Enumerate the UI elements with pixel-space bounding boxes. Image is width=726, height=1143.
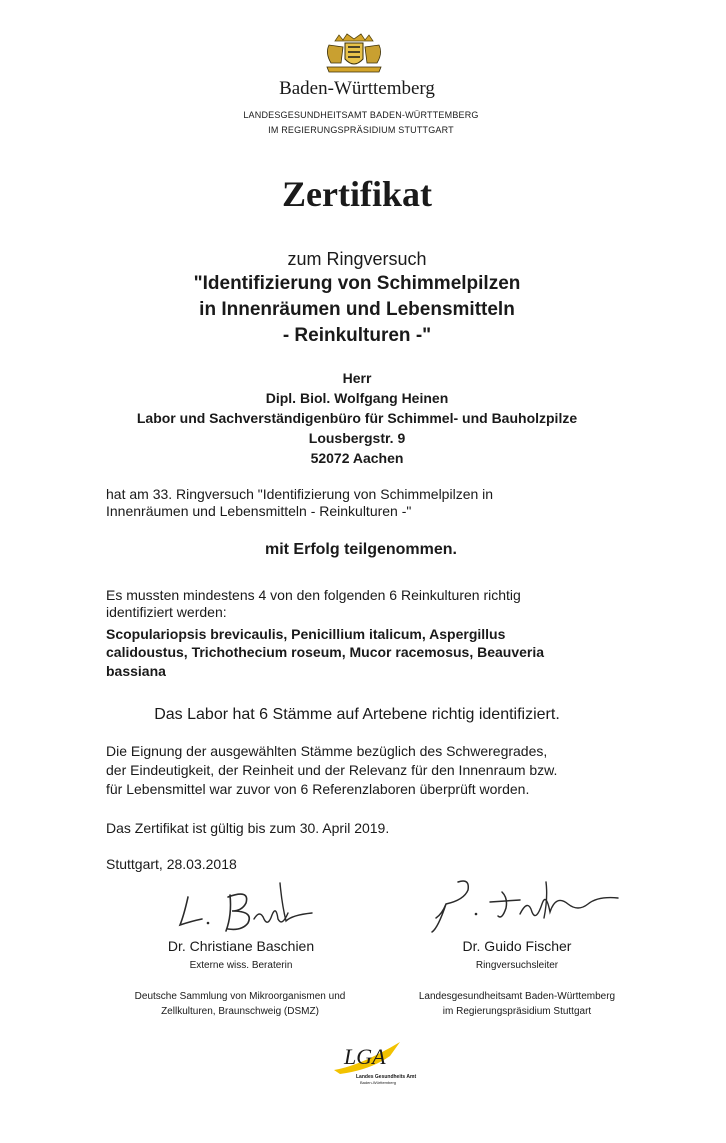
organisms-line-2: calidoustus, Trichothecium roseum, Mucor racemosus, Beauveria (106, 644, 545, 660)
signatory-left-affiliation-1: Deutsche Sammlung von Mikroorganismen und (134, 991, 346, 1002)
subject-line-3: - Reinkulturen -" (282, 325, 432, 346)
subject-line-2: in Innenräumen und Lebensmitteln (199, 299, 515, 320)
signatory-left-affiliation-2: Zellkulturen, Braunschweig (DSMZ) (161, 1006, 319, 1017)
lga-caption-1: Landes Gesundheits Amt (356, 1074, 417, 1080)
lga-caption-2: Baden-Württemberg (360, 1080, 397, 1085)
state-name: Baden-Württemberg (279, 78, 435, 99)
organisms-line-3: bassiana (106, 663, 166, 679)
signature-right (428, 874, 628, 934)
suitability-line-3: für Lebensmittel war zuvor von 6 Referenzlaboren überprüft worden. (106, 781, 530, 797)
subject-line-1: "Identifizierung von Schimmelpilzen (193, 273, 521, 294)
signatory-left-name: Dr. Christiane Baschien (167, 938, 315, 954)
participation-line-1: hat am 33. Ringversuch "Identifizierung von Schimmelpilzen in (106, 486, 494, 502)
signatory-right-affiliation-2: im Regierungspräsidium Stuttgart (442, 1006, 592, 1017)
organisms-line-1: Scopulariopsis brevicaulis, Penicillium italicum, Aspergillus (106, 626, 506, 642)
result-statement: Das Labor hat 6 Stämme auf Artebene richtig identifiziert. (154, 706, 560, 723)
requirement-line-2: identifiziert werden: (106, 604, 227, 620)
success-statement: mit Erfolg teilgenommen. (264, 541, 457, 558)
requirement-line-1: Es mussten mindestens 4 von den folgenden 6 Reinkulturen richtig (106, 587, 521, 603)
certificate-title: Zertifikat (282, 174, 432, 214)
lga-logo-icon (330, 1036, 417, 1088)
participation-line-2: Innenräumen und Lebensmitteln - Reinkulturen -" (106, 503, 412, 519)
signatory-right-affiliation-1: Landesgesundheitsamt Baden-Württemberg (418, 991, 616, 1002)
signatory-left-role: Externe wiss. Beraterin (189, 960, 293, 971)
place-and-date: Stuttgart, 28.03.2018 (106, 856, 237, 872)
intro-line: zum Ringversuch (287, 249, 427, 269)
recipient-company: Labor und Sachverständigenbüro für Schimmel- und Bauholzpilze (136, 410, 578, 426)
signatory-right-name: Dr. Guido Fischer (462, 938, 572, 954)
recipient-salutation: Herr (342, 370, 372, 386)
lga-logo-text: LGA (344, 1044, 386, 1069)
agency-line-2: IM REGIERUNGSPRÄSIDIUM STUTTGART (268, 125, 454, 135)
suitability-line-1: Die Eignung der ausgewählten Stämme bezüglich des Schweregrades, (106, 743, 548, 759)
validity-statement: Das Zertifikat ist gültig bis zum 30. April 2019. (106, 820, 390, 836)
recipient-city: 52072 Aachen (310, 450, 404, 466)
agency-line-1: LANDESGESUNDHEITSAMT BADEN-WÜRTTEMBERG (243, 110, 479, 120)
recipient-street: Lousbergstr. 9 (308, 430, 406, 446)
coat-of-arms-icon (321, 33, 387, 73)
recipient-name: Dipl. Biol. Wolfgang Heinen (265, 390, 449, 406)
signature-left (172, 875, 322, 937)
suitability-line-2: der Eindeutigkeit, der Reinheit und der Relevanz für den Innenraum bzw. (106, 762, 558, 778)
signatory-right-role: Ringversuchsleiter (475, 960, 559, 971)
